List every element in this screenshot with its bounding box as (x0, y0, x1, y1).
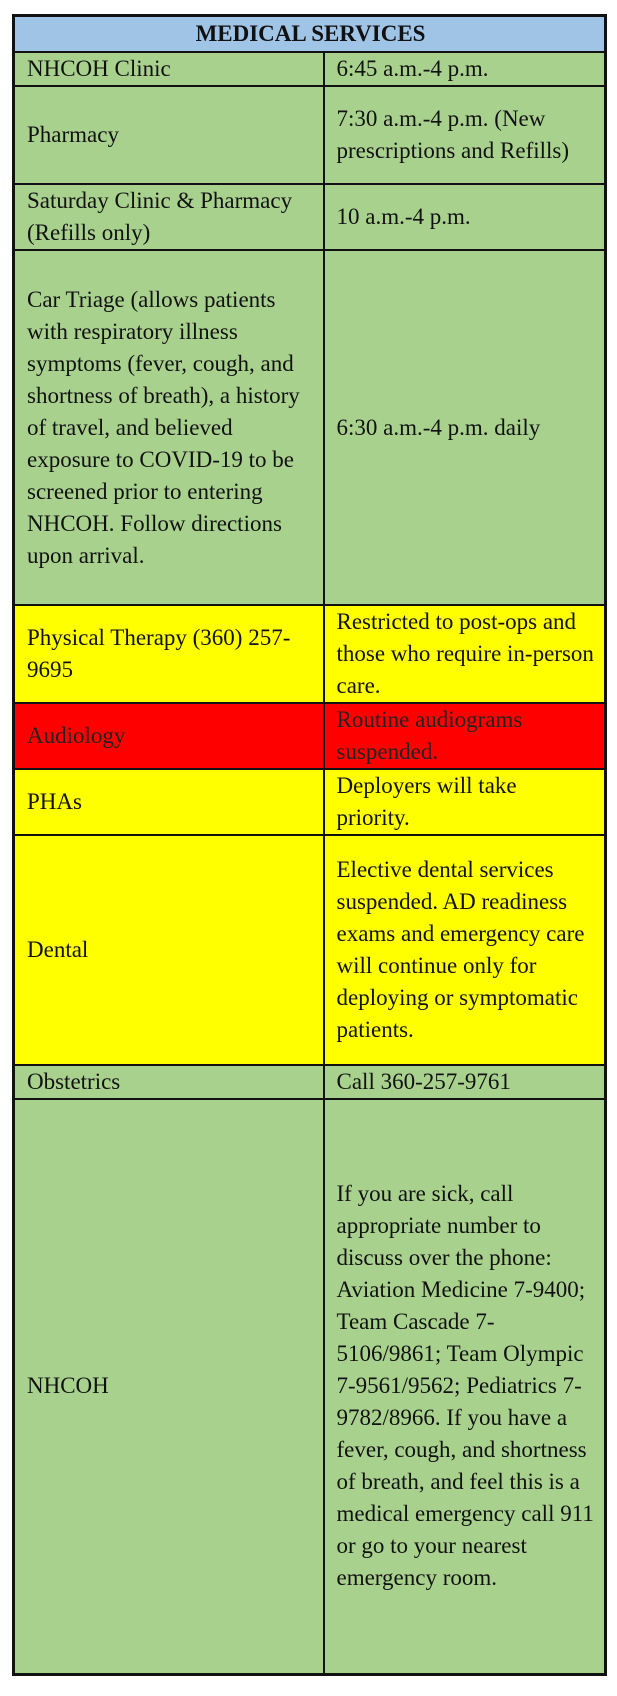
service-cell: NHCOH Clinic (14, 52, 324, 86)
row-phas (14, 769, 606, 835)
service-cell: Car Triage (allows patients with respiratory illness symptoms (fever, cough, and shortness of breath), a history of travel, and believed exposure to COVID-19 to be screened prior to entering NHCOH. Follow directions upon arrival. (14, 250, 324, 605)
info-cell: Routine audiograms suspended. (324, 703, 606, 769)
info-cell: Call 360-257-9761 (324, 1065, 606, 1099)
service-cell: Audiology (14, 703, 324, 769)
row-dental (14, 835, 606, 1065)
service-cell: PHAs (14, 769, 324, 835)
service-cell: Dental (14, 835, 324, 1065)
medical-services-sheet (12, 14, 604, 1676)
row-physical-therapy (14, 605, 606, 703)
service-cell: Physical Therapy (360) 257-9695 (14, 605, 324, 703)
service-cell: NHCOH (14, 1099, 324, 1674)
info-cell: If you are sick, call appropriate number to discuss over the phone: Aviation Medicine 7-9400; Team Cascade 7-5106/9861; Team Olympic 7-9561/9562; Pediatrics 7-9782/8966. If you have a fever, cough, and shortness of breath, and feel this is a medical emergency call 911 or go to your nearest emergency room. (324, 1099, 606, 1674)
table-header-row (14, 16, 606, 53)
info-cell: Deployers will take priority. (324, 769, 606, 835)
row-pharmacy (14, 86, 606, 184)
row-nhcoh (14, 1099, 606, 1674)
info-cell: 6:30 a.m.-4 p.m. daily (324, 250, 606, 605)
row-audiology (14, 703, 606, 769)
row-car-triage (14, 250, 606, 605)
service-cell: Obstetrics (14, 1065, 324, 1099)
service-cell: Pharmacy (14, 86, 324, 184)
table-title: MEDICAL SERVICES (14, 16, 606, 53)
info-cell: 10 a.m.-4 p.m. (324, 184, 606, 250)
info-cell: Elective dental services suspended. AD readiness exams and emergency care will continue only for deploying or symptomatic patients. (324, 835, 606, 1065)
medical-services-table (12, 14, 607, 1676)
info-cell: 6:45 a.m.-4 p.m. (324, 52, 606, 86)
row-saturday-clinic (14, 184, 606, 250)
service-cell: Saturday Clinic & Pharmacy (Refills only) (14, 184, 324, 250)
row-nhcoh-clinic (14, 52, 606, 86)
row-obstetrics (14, 1065, 606, 1099)
info-cell: 7:30 a.m.-4 p.m. (New prescriptions and Refills) (324, 86, 606, 184)
info-cell: Restricted to post-ops and those who require in-person care. (324, 605, 606, 703)
